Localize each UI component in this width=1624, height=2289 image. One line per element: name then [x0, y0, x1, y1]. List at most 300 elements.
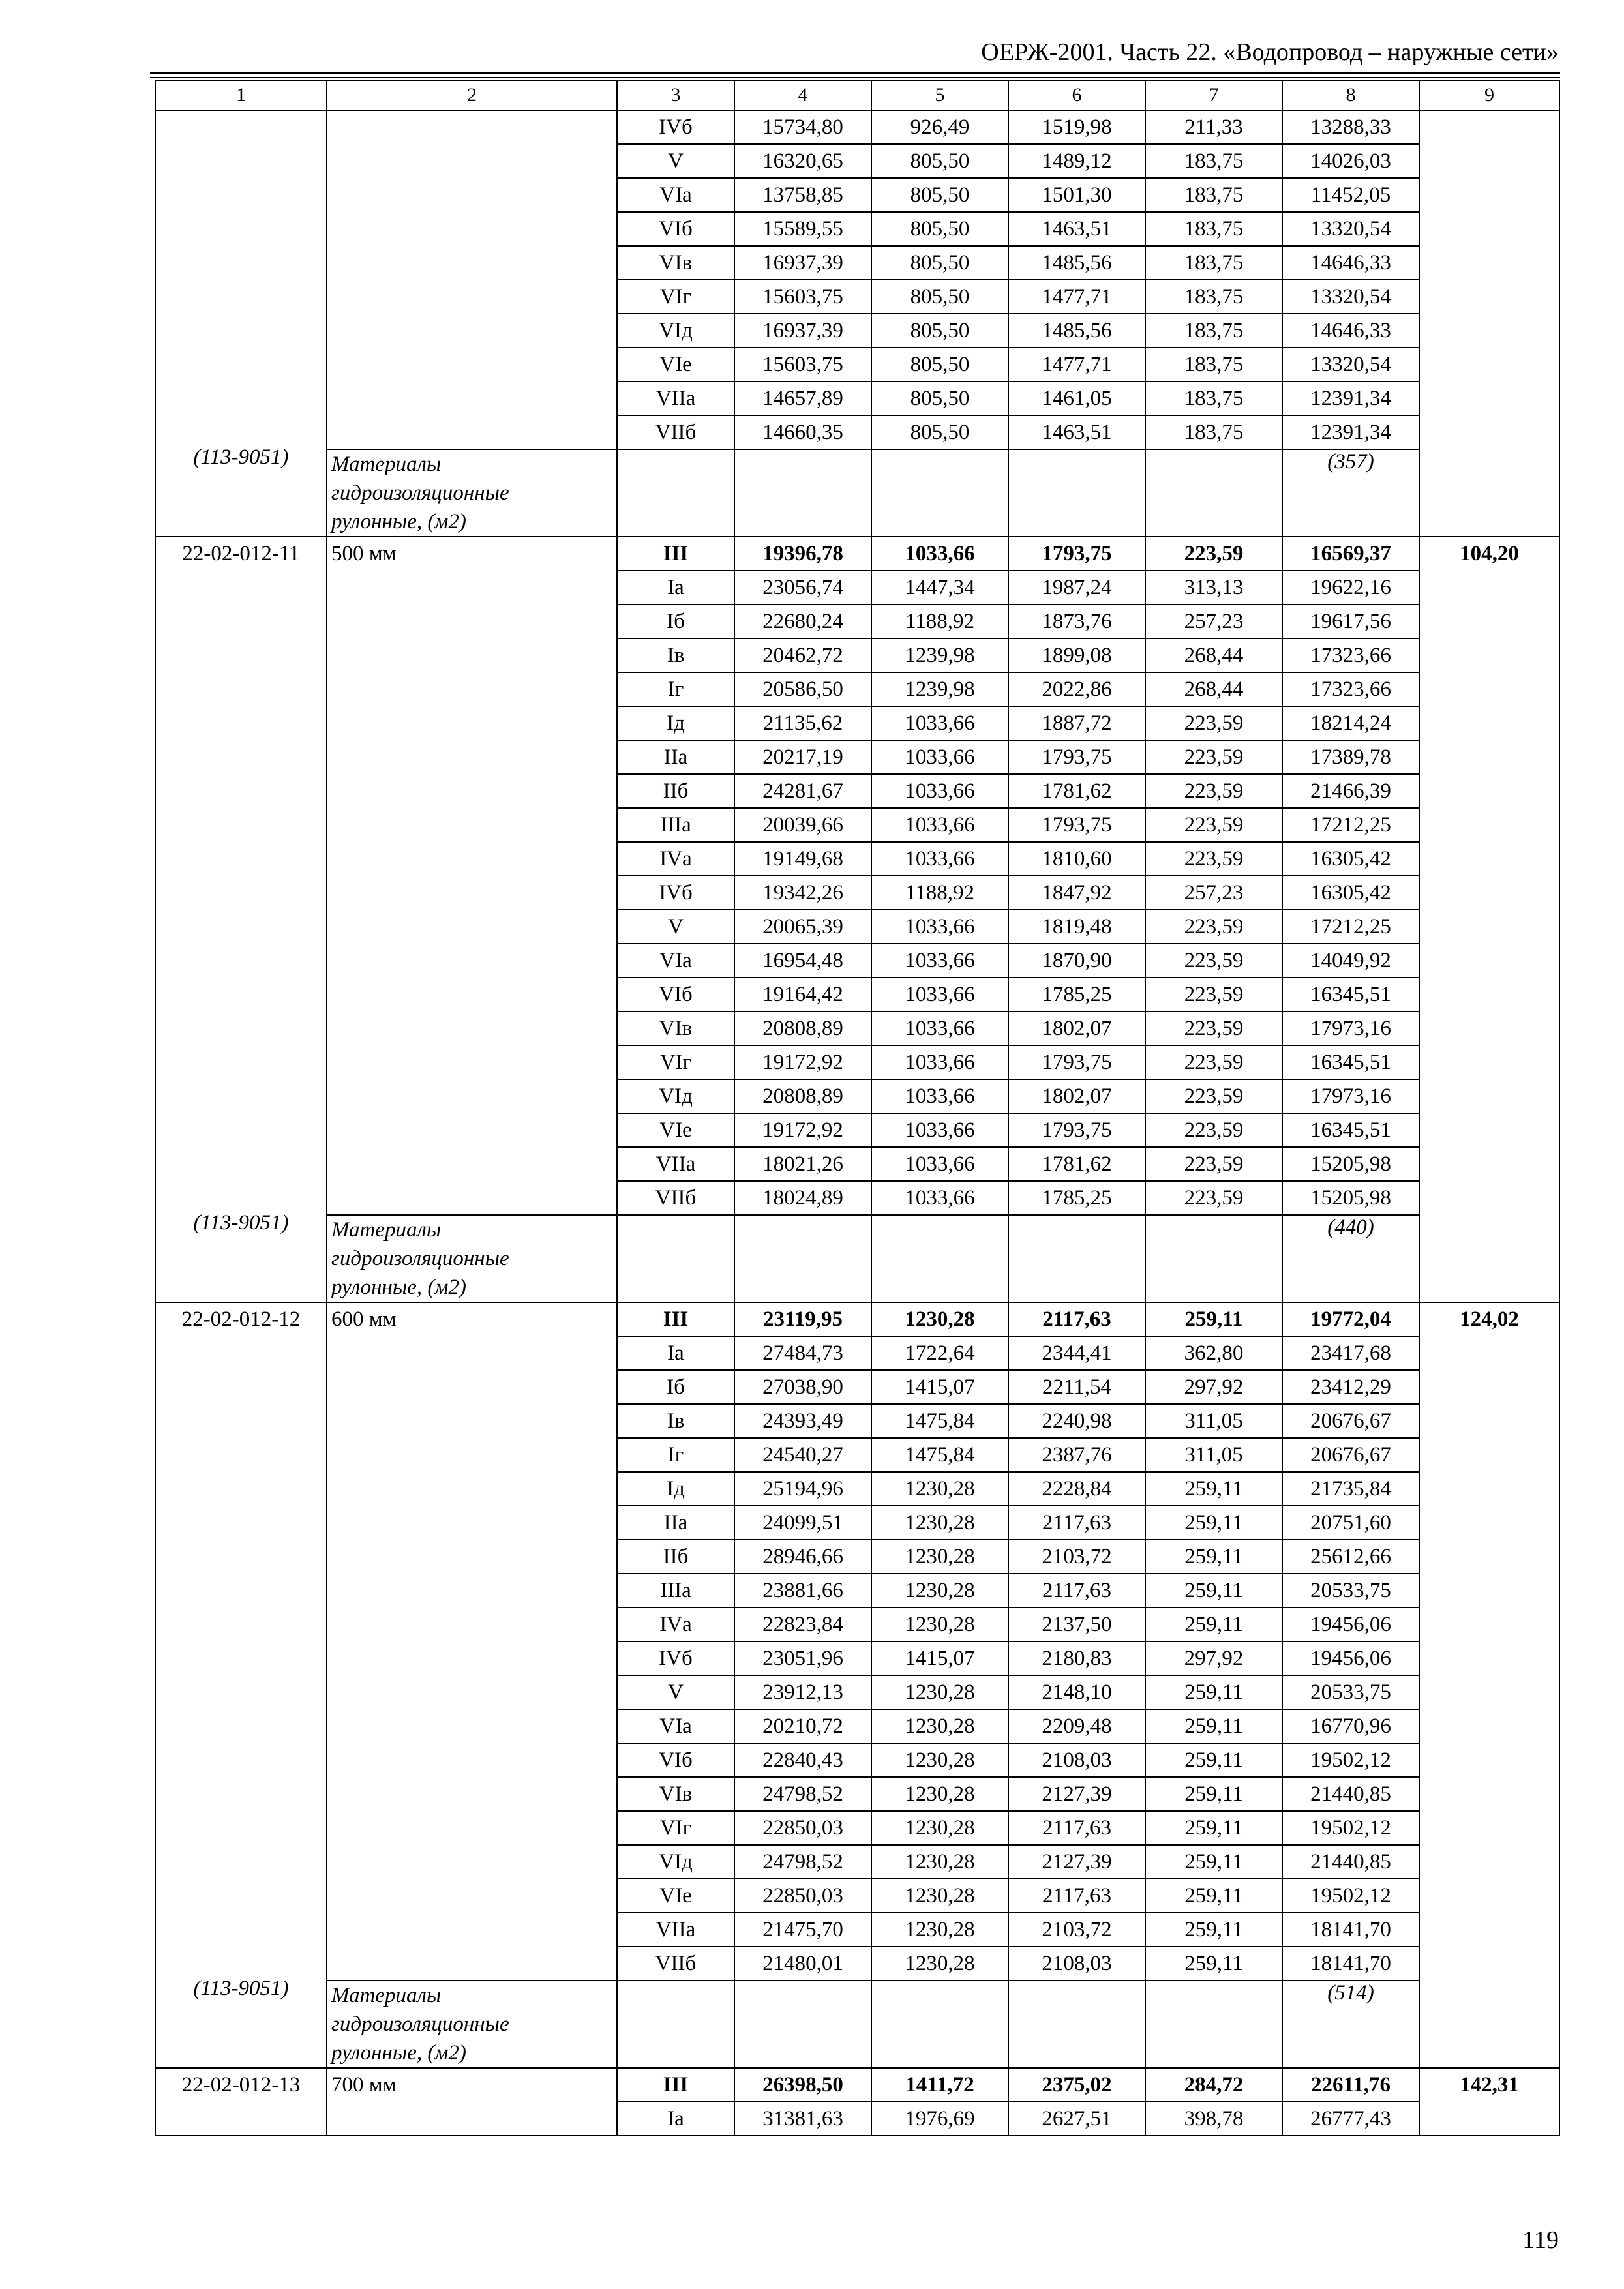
zone-cell: V [617, 910, 734, 944]
value-cell: 1033,66 [871, 774, 1008, 808]
value-cell: 259,11 [1145, 1472, 1282, 1506]
value-cell: 259,11 [1145, 1608, 1282, 1641]
zone-cell: V [617, 144, 734, 178]
value-cell: 20676,67 [1282, 1438, 1419, 1472]
value-cell: 14026,03 [1282, 144, 1419, 178]
value-cell: 27038,90 [734, 1370, 871, 1404]
value-cell: 2209,48 [1008, 1709, 1145, 1743]
value-cell: 1793,75 [1008, 537, 1145, 571]
value-cell: 183,75 [1145, 280, 1282, 314]
value-cell: 311,05 [1145, 1404, 1282, 1438]
zone-cell: Iб [617, 605, 734, 638]
value-cell: 20586,50 [734, 672, 871, 706]
value-cell: 16770,96 [1282, 1709, 1419, 1743]
item-code-cell [155, 1302, 327, 2068]
value-cell: 17212,25 [1282, 808, 1419, 842]
zone-cell: Iд [617, 1472, 734, 1506]
header-rule-thin [150, 77, 1560, 78]
value-cell: 23912,13 [734, 1675, 871, 1709]
value-cell: 313,13 [1145, 571, 1282, 605]
value-cell: 25194,96 [734, 1472, 871, 1506]
value-cell: 1447,34 [871, 571, 1008, 605]
value-cell: 19396,78 [734, 537, 871, 571]
zone-cell: VIа [617, 944, 734, 978]
item-description: 500 мм [327, 537, 617, 1215]
value-cell: 2180,83 [1008, 1641, 1145, 1675]
value-cell: 259,11 [1145, 1777, 1282, 1811]
value-cell: 223,59 [1145, 978, 1282, 1011]
zone-cell: IIа [617, 1506, 734, 1540]
value-cell: 17973,16 [1282, 1079, 1419, 1113]
value-cell: 16345,51 [1282, 1113, 1419, 1147]
column-number: 4 [734, 80, 871, 110]
value-cell: 1239,98 [871, 672, 1008, 706]
value-cell: 1033,66 [871, 1147, 1008, 1181]
value-cell: 259,11 [1145, 1675, 1282, 1709]
zone-cell: VIд [617, 1845, 734, 1879]
value-cell: 17323,66 [1282, 638, 1419, 672]
material-line: рулонные, (м2) [331, 1276, 466, 1299]
value-cell: 1781,62 [1008, 774, 1145, 808]
value-cell: 16954,48 [734, 944, 871, 978]
zone-cell: VIб [617, 978, 734, 1011]
value-cell: 1230,28 [871, 1845, 1008, 1879]
value-cell: 19502,12 [1282, 1811, 1419, 1845]
value-cell: 1793,75 [1008, 740, 1145, 774]
material-quantity: (357) [1282, 449, 1419, 537]
value-cell: 1873,76 [1008, 605, 1145, 638]
value-cell: 259,11 [1145, 1540, 1282, 1574]
empty-cell [1008, 1981, 1145, 2068]
zone-cell: IIб [617, 1540, 734, 1574]
header-rule-thick [150, 72, 1560, 74]
value-cell: 21735,84 [1282, 1472, 1419, 1506]
value-cell: 22611,76 [1282, 2068, 1419, 2102]
column-number: 1 [155, 80, 327, 110]
zone-cell: VIIб [617, 415, 734, 449]
value-cell: 1847,92 [1008, 876, 1145, 910]
zone-cell: Iб [617, 1370, 734, 1404]
material-description [327, 1981, 617, 2068]
value-cell: 16569,37 [1282, 537, 1419, 571]
item-code: 22-02-012-11 [182, 542, 300, 565]
value-cell: 259,11 [1145, 1506, 1282, 1540]
value-cell: 20039,66 [734, 808, 871, 842]
zone-cell: VIIа [617, 1147, 734, 1181]
value-cell: 1485,56 [1008, 314, 1145, 348]
value-cell: 23056,74 [734, 571, 871, 605]
empty-cell [871, 449, 1008, 537]
value-cell: 223,59 [1145, 808, 1282, 842]
value-cell: 1033,66 [871, 944, 1008, 978]
empty-cell [617, 1981, 734, 2068]
value-cell: 21466,39 [1282, 774, 1419, 808]
value-cell: 20065,39 [734, 910, 871, 944]
item-code-cell [155, 2068, 327, 2136]
value-cell: 1477,71 [1008, 280, 1145, 314]
value-cell: 19342,26 [734, 876, 871, 910]
column-number: 7 [1145, 80, 1282, 110]
value-cell: 17973,16 [1282, 1011, 1419, 1045]
value-cell: 14049,92 [1282, 944, 1419, 978]
zone-cell: VIг [617, 1045, 734, 1079]
value-cell: 1485,56 [1008, 246, 1145, 280]
zone-cell: IIIа [617, 808, 734, 842]
zone-cell: III [617, 2068, 734, 2102]
value-cell: 1033,66 [871, 910, 1008, 944]
empty-cell [1008, 1215, 1145, 1302]
value-cell: 1033,66 [871, 740, 1008, 774]
value-cell: 2022,86 [1008, 672, 1145, 706]
value-cell: 1033,66 [871, 1113, 1008, 1147]
value-cell: 805,50 [871, 280, 1008, 314]
value-cell: 284,72 [1145, 2068, 1282, 2102]
value-cell: 2387,76 [1008, 1438, 1145, 1472]
value-cell: 805,50 [871, 144, 1008, 178]
value-cell: 2108,03 [1008, 1947, 1145, 1981]
value-cell: 259,11 [1145, 1913, 1282, 1947]
value-cell: 24798,52 [734, 1777, 871, 1811]
material-description [327, 449, 617, 537]
value-cell: 1987,24 [1008, 571, 1145, 605]
material-row [155, 1215, 1559, 1302]
zone-cell: VIд [617, 314, 734, 348]
value-cell: 805,50 [871, 314, 1008, 348]
value-cell: 1870,90 [1008, 944, 1145, 978]
value-cell: 223,59 [1145, 740, 1282, 774]
value-cell: 805,50 [871, 415, 1008, 449]
value-cell: 183,75 [1145, 415, 1282, 449]
value-cell: 1230,28 [871, 1675, 1008, 1709]
value-cell: 24540,27 [734, 1438, 871, 1472]
value-cell: 2108,03 [1008, 1743, 1145, 1777]
value-cell: 1810,60 [1008, 842, 1145, 876]
value-cell: 20533,75 [1282, 1574, 1419, 1608]
zone-cell: VIб [617, 212, 734, 246]
empty-cell [734, 449, 871, 537]
value-cell: 1230,28 [871, 1879, 1008, 1913]
value-cell: 223,59 [1145, 1045, 1282, 1079]
value-cell: 23417,68 [1282, 1336, 1419, 1370]
zone-cell: VIа [617, 178, 734, 212]
zone-cell: III [617, 1302, 734, 1336]
value-cell: 1188,92 [871, 605, 1008, 638]
value-cell: 1477,71 [1008, 348, 1145, 382]
value-cell: 183,75 [1145, 212, 1282, 246]
value-cell: 21440,85 [1282, 1845, 1419, 1879]
value-cell: 1793,75 [1008, 1045, 1145, 1079]
material-code: (113-9051) [193, 445, 289, 469]
item-code: 22-02-012-12 [181, 1308, 301, 1331]
empty-cell [734, 1981, 871, 2068]
value-cell: 805,50 [871, 246, 1008, 280]
zone-cell: Iг [617, 672, 734, 706]
value-cell: 211,33 [1145, 110, 1282, 144]
value-cell: 23119,95 [734, 1302, 871, 1336]
value-cell: 14646,33 [1282, 246, 1419, 280]
zone-cell: VIIб [617, 1947, 734, 1981]
value-cell: 223,59 [1145, 842, 1282, 876]
value-cell: 19456,06 [1282, 1608, 1419, 1641]
value-cell: 1976,69 [871, 2102, 1008, 2136]
empty-cell [1145, 1981, 1282, 2068]
value-cell: 1793,75 [1008, 1113, 1145, 1147]
value-cell: 223,59 [1145, 1011, 1282, 1045]
value-cell: 1230,28 [871, 1472, 1008, 1506]
value-cell: 1230,28 [871, 1608, 1008, 1641]
value-cell: 15734,80 [734, 110, 871, 144]
value-cell: 16937,39 [734, 246, 871, 280]
material-line: рулонные, (м2) [331, 2041, 466, 2065]
value-cell: 1415,07 [871, 1641, 1008, 1675]
material-row [155, 1981, 1559, 2068]
empty-cell [1008, 449, 1145, 537]
value-cell: 14657,89 [734, 382, 871, 415]
value-cell: 15589,55 [734, 212, 871, 246]
value-cell: 19617,56 [1282, 605, 1419, 638]
value-cell: 21135,62 [734, 706, 871, 740]
zone-cell: VIг [617, 1811, 734, 1845]
table-row [155, 2068, 1559, 2102]
value-cell: 259,11 [1145, 1845, 1282, 1879]
value-cell: 13758,85 [734, 178, 871, 212]
value-cell: 1489,12 [1008, 144, 1145, 178]
value-cell: 15603,75 [734, 348, 871, 382]
value-cell: 1033,66 [871, 808, 1008, 842]
value-cell: 183,75 [1145, 348, 1282, 382]
value-cell: 20808,89 [734, 1011, 871, 1045]
value-cell: 183,75 [1145, 314, 1282, 348]
value-cell: 1033,66 [871, 1181, 1008, 1215]
value-cell: 1230,28 [871, 1743, 1008, 1777]
value-cell: 297,92 [1145, 1641, 1282, 1675]
value-cell: 20533,75 [1282, 1675, 1419, 1709]
zone-cell: VIб [617, 1743, 734, 1777]
value-cell: 223,59 [1145, 910, 1282, 944]
column-number: 9 [1419, 80, 1559, 110]
value-cell: 2228,84 [1008, 1472, 1145, 1506]
value-cell: 398,78 [1145, 2102, 1282, 2136]
value-cell: 18021,26 [734, 1147, 871, 1181]
value-cell: 2375,02 [1008, 2068, 1145, 2102]
value-cell: 1230,28 [871, 1506, 1008, 1540]
table-row [155, 110, 1559, 144]
col9-value: 142,31 [1419, 2068, 1559, 2136]
table-row [155, 1302, 1559, 1336]
value-cell: 1802,07 [1008, 1079, 1145, 1113]
value-cell: 223,59 [1145, 1113, 1282, 1147]
value-cell: 24099,51 [734, 1506, 871, 1540]
value-cell: 13320,54 [1282, 212, 1419, 246]
zone-cell: IIIа [617, 1574, 734, 1608]
value-cell: 805,50 [871, 382, 1008, 415]
value-cell: 1230,28 [871, 1540, 1008, 1574]
zone-cell: IIб [617, 774, 734, 808]
value-cell: 20217,19 [734, 740, 871, 774]
zone-cell: V [617, 1675, 734, 1709]
value-cell: 1230,28 [871, 1302, 1008, 1336]
value-cell: 1722,64 [871, 1336, 1008, 1370]
value-cell: 259,11 [1145, 1709, 1282, 1743]
value-cell: 16305,42 [1282, 876, 1419, 910]
value-cell: 259,11 [1145, 1947, 1282, 1981]
zone-cell: Iа [617, 1336, 734, 1370]
zone-cell: VIе [617, 1879, 734, 1913]
value-cell: 18141,70 [1282, 1913, 1419, 1947]
value-cell: 12391,34 [1282, 382, 1419, 415]
value-cell: 20462,72 [734, 638, 871, 672]
value-cell: 13320,54 [1282, 348, 1419, 382]
value-cell: 18214,24 [1282, 706, 1419, 740]
material-line: Материалы [331, 1984, 442, 2007]
value-cell: 31381,63 [734, 2102, 871, 2136]
empty-cell [1145, 1215, 1282, 1302]
value-cell: 1785,25 [1008, 978, 1145, 1011]
value-cell: 19172,92 [734, 1045, 871, 1079]
value-cell: 1230,28 [871, 1811, 1008, 1845]
zone-cell: VIв [617, 1777, 734, 1811]
material-code: (113-9051) [193, 1211, 289, 1234]
value-cell: 1501,30 [1008, 178, 1145, 212]
value-cell: 223,59 [1145, 1079, 1282, 1113]
value-cell: 2103,72 [1008, 1540, 1145, 1574]
value-cell: 1230,28 [871, 1947, 1008, 1981]
zone-cell: IVб [617, 876, 734, 910]
empty-cell [871, 1981, 1008, 2068]
value-cell: 259,11 [1145, 1302, 1282, 1336]
value-cell: 223,59 [1145, 1147, 1282, 1181]
value-cell: 22850,03 [734, 1811, 871, 1845]
zone-cell: III [617, 537, 734, 571]
value-cell: 183,75 [1145, 144, 1282, 178]
value-cell: 1819,48 [1008, 910, 1145, 944]
value-cell: 1230,28 [871, 1574, 1008, 1608]
value-cell: 17212,25 [1282, 910, 1419, 944]
zone-cell: Iв [617, 1404, 734, 1438]
value-cell: 16345,51 [1282, 978, 1419, 1011]
value-cell: 14646,33 [1282, 314, 1419, 348]
value-cell: 259,11 [1145, 1743, 1282, 1777]
zone-cell: VIIб [617, 1181, 734, 1215]
zone-cell: IVб [617, 110, 734, 144]
value-cell: 2117,63 [1008, 1879, 1145, 1913]
value-cell: 2117,63 [1008, 1811, 1145, 1845]
value-cell: 2117,63 [1008, 1574, 1145, 1608]
value-cell: 311,05 [1145, 1438, 1282, 1472]
value-cell: 23412,29 [1282, 1370, 1419, 1404]
zone-cell: VIе [617, 1113, 734, 1147]
value-cell: 1230,28 [871, 1913, 1008, 1947]
value-cell: 805,50 [871, 212, 1008, 246]
item-code-cell [155, 110, 327, 537]
table-body [155, 80, 1559, 2136]
value-cell: 2148,10 [1008, 1675, 1145, 1709]
value-cell: 19502,12 [1282, 1879, 1419, 1913]
empty-cell [871, 1215, 1008, 1302]
value-cell: 259,11 [1145, 1574, 1282, 1608]
col9-value [1419, 110, 1559, 537]
material-line: Материалы [331, 453, 442, 476]
zone-cell: VIв [617, 1011, 734, 1045]
value-cell: 12391,34 [1282, 415, 1419, 449]
page-number: 119 [1522, 2226, 1559, 2254]
value-cell: 183,75 [1145, 382, 1282, 415]
value-cell: 22840,43 [734, 1743, 871, 1777]
value-cell: 1793,75 [1008, 808, 1145, 842]
value-cell: 16937,39 [734, 314, 871, 348]
column-number-row [155, 80, 1559, 110]
value-cell: 19772,04 [1282, 1302, 1419, 1336]
value-cell: 16320,65 [734, 144, 871, 178]
value-cell: 15205,98 [1282, 1181, 1419, 1215]
empty-cell [734, 1215, 871, 1302]
value-cell: 1475,84 [871, 1438, 1008, 1472]
value-cell: 28946,66 [734, 1540, 871, 1574]
value-cell: 259,11 [1145, 1811, 1282, 1845]
value-cell: 25612,66 [1282, 1540, 1419, 1574]
value-cell: 2344,41 [1008, 1336, 1145, 1370]
value-cell: 26398,50 [734, 2068, 871, 2102]
col9-value: 104,20 [1419, 537, 1559, 1302]
column-number: 8 [1282, 80, 1419, 110]
value-cell: 223,59 [1145, 706, 1282, 740]
zone-cell: VIе [617, 348, 734, 382]
value-cell: 259,11 [1145, 1879, 1282, 1913]
column-number: 6 [1008, 80, 1145, 110]
value-cell: 1475,84 [871, 1404, 1008, 1438]
value-cell: 18024,89 [734, 1181, 871, 1215]
value-cell: 1463,51 [1008, 212, 1145, 246]
value-cell: 16345,51 [1282, 1045, 1419, 1079]
value-cell: 223,59 [1145, 944, 1282, 978]
value-cell: 805,50 [871, 178, 1008, 212]
value-cell: 1461,05 [1008, 382, 1145, 415]
material-line: гидроизоляционные [331, 481, 509, 505]
value-cell: 2127,39 [1008, 1777, 1145, 1811]
value-cell: 1415,07 [871, 1370, 1008, 1404]
material-line: Материалы [331, 1218, 442, 1242]
zone-cell: VIа [617, 1709, 734, 1743]
value-cell: 2211,54 [1008, 1370, 1145, 1404]
item-description: 600 мм [327, 1302, 617, 1981]
value-cell: 21440,85 [1282, 1777, 1419, 1811]
value-cell: 1785,25 [1008, 1181, 1145, 1215]
material-code: (113-9051) [193, 1977, 289, 2000]
value-cell: 1230,28 [871, 1777, 1008, 1811]
material-line: гидроизоляционные [331, 1247, 509, 1270]
value-cell: 268,44 [1145, 638, 1282, 672]
zone-cell: IIа [617, 740, 734, 774]
empty-cell [1145, 449, 1282, 537]
value-cell: 2127,39 [1008, 1845, 1145, 1879]
value-cell: 223,59 [1145, 1181, 1282, 1215]
zone-cell: IVа [617, 1608, 734, 1641]
value-cell: 183,75 [1145, 246, 1282, 280]
value-cell: 2117,63 [1008, 1302, 1145, 1336]
item-code: 22-02-012-13 [181, 2073, 301, 2097]
value-cell: 19172,92 [734, 1113, 871, 1147]
value-cell: 2117,63 [1008, 1506, 1145, 1540]
value-cell: 2240,98 [1008, 1404, 1145, 1438]
value-cell: 17323,66 [1282, 672, 1419, 706]
value-cell: 1802,07 [1008, 1011, 1145, 1045]
value-cell: 24798,52 [734, 1845, 871, 1879]
value-cell: 19456,06 [1282, 1641, 1419, 1675]
value-cell: 20808,89 [734, 1079, 871, 1113]
value-cell: 297,92 [1145, 1370, 1282, 1404]
value-cell: 18141,70 [1282, 1947, 1419, 1981]
price-table [155, 80, 1560, 2136]
